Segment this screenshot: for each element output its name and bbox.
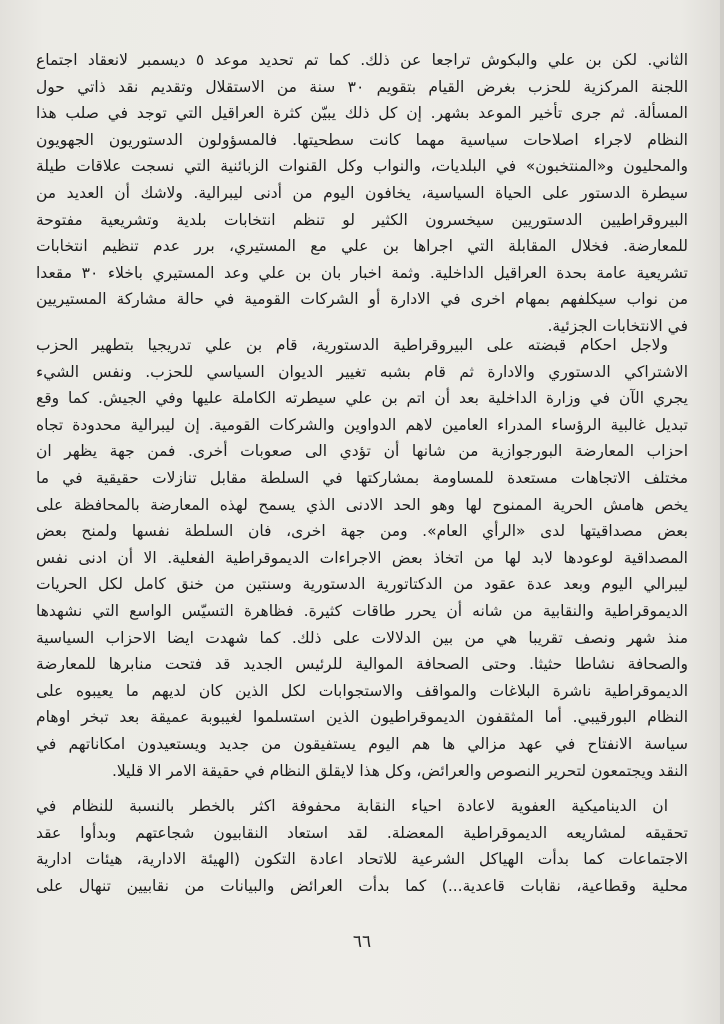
text-line: تبديل غالبية الرؤساء المدراء العامين لاهم الدواوين والشركات القومية. إن ليبرالية محدودة تجاه <box>36 415 688 434</box>
text-line: الاشتراكي الدستوري والادارة ثم قام بشبه تغيير الديوان السياسي للحزب. ونفس الشيء <box>36 362 688 381</box>
text-line: الديموقراطية والنقابية من شانه أن يحرر طاقات كثيرة. فظاهرة التسيّس الواسع التي نشهدها <box>36 602 688 620</box>
text-line: الاجتماعات كما بدأت الهياكل الشرعية للاتحاد اعادة التكون (الهيئة الادارية، هيئات ادارية <box>36 850 688 869</box>
text-line: سياسة الانفتاح في عهد مزالي ها هم اليوم يستفيقون من جديد ويستعيدون امكاناتهم في <box>36 735 688 753</box>
text-line: الديموقراطية ناشرة البلاغات والمواقف والاستجوابات لكل الذين كان لديهم ما يعيبوه على <box>36 681 688 700</box>
text-line: المصداقية لوعودها لابد لها من اتخاذ بعض الاجراءات الديموقراطية الفعلية. الا أن ادنى نفس <box>36 548 688 567</box>
text-line: اللجنة المركزية للحزب بغرض القيام بتقويم ٣٠ سنة من الاستقلال وتقديم نقد ذاتي حول <box>36 77 688 96</box>
page-number: ٦٦ <box>352 932 372 952</box>
text-line: البيروقراطيين الدستوريين سيخسرون الكثير لو تنظم انتخابات بلدية وتشريعية مفتوحة <box>36 210 688 229</box>
text-line: احزاب المعارضة البورجوازية من شانها أن تؤدي الى صعوبات أخرى. فمن جهة يظهر ان <box>36 442 688 461</box>
text-line: منذ شهر ونصف تقريبا هي من بين الدلالات على ذلك. كما شهدت ايضا الاحزاب السياسية <box>36 628 688 647</box>
text-line: الثاني. لكن بن علي والبكوش تراجعا عن ذلك. كما تم تحديد موعد ٥ ديسمبر لانعقاد اجتماع <box>36 51 688 69</box>
text-line: ولاجل احكام قبضته على البيروقراطية الدستورية، قام بن علي تدريجيا بتطهير الحزب <box>36 336 668 354</box>
text-line: النظام لاجراء اصلاحات سياسية مهما كانت سطحيتها. فالمسؤولون الدستوريون الجهويون <box>36 130 688 149</box>
text-line: يجري الآن في وزارة الداخلية بعد أن اتم بن علي سيطرته الكاملة عليها وفي الجيش. كما وقع <box>36 389 688 408</box>
text-line: بعض مصداقيتها لدى «الرأي العام». ومن جهة اخرى، فان السلطة نفسها ولمنح بعض <box>36 522 688 541</box>
text-line: مختلف الاتجاهات مستعدة للمساومة بمشاركتها في السلطة مقابل تنازلات حقيقية في ما <box>36 469 688 487</box>
text-line: في الانتخابات الجزئية. <box>547 317 688 335</box>
text-line: تشريعية عامة بحدة العراقيل الداخلية. وثمة اخبار بان بن علي وعد المستيري باخلاء ٣٠ مقعدا <box>36 263 688 282</box>
text-line: ليبرالي اليوم وبعد عدة عقود من الدكتاتورية الدستورية وسنتين من خنق كامل لكل الحريات <box>36 575 688 594</box>
text-line: محلية وقطاعية، نقابات قاعدية...) كما بدأت العرائض والبيانات من نقابيين تنهال على <box>36 876 688 895</box>
text-line: النظام البورقيبي. أما المثقفون الديموقراطيون الذين استسلموا لغيبوبة عميقة بعد تبخر اوهام <box>36 708 688 727</box>
text-line: سيطرة الدستور على الحياة السياسية، يخافون اليوم من أدنى ليبرالية. ولاشك أن العديد من <box>36 184 688 202</box>
text-line: والصحافة نشاطا حثيثا. وحتى الصحافة الموالية للرئيس الجديد قد فتحت منابرها للمعارضة <box>36 655 688 674</box>
text-line: يخص هامش الحرية الممنوح لها وهو الحد الادنى الذي يسمح لهذه المعارضة بالمحافظة على <box>36 495 688 514</box>
text-line: النقد ويجتمعون لتحرير النصوص والعرائض، وكل هذا لايقلق النظام في حقيقة الامر الا قليلا. <box>111 761 688 780</box>
text-line: للمعارضة. فخلال المقابلة التي اجراها بن علي مع المستيري، برر عدم تنظيم انتخابات <box>36 237 688 256</box>
text-line: المسألة. ثم جرى تأخير الموعد بشهر. إن كل ذلك يبيّن كثرة العراقيل التي توجد في صلب هذا <box>36 104 688 123</box>
text-line: والمحليون و«المنتخبون» في البلديات، والنواب وكل القنوات الزبائنية التي نسجت علاقات طيلة <box>36 157 688 176</box>
text-line: تحقيقه لمشاريعه الديموقراطية المعضلة. لقد استعاد النقابيون شجاعتهم وبدأوا عقد <box>36 823 688 842</box>
text-line: ان الديناميكية العفوية لاعادة احياء النقابة محفوفة اكثر بالخطر بالنسبة للنظام في <box>36 797 668 815</box>
text-line: من نواب سيكلفهم بمهام اخرى في الادارة أو الشركات القومية في حالة مشاركة المستيريين <box>36 290 688 309</box>
